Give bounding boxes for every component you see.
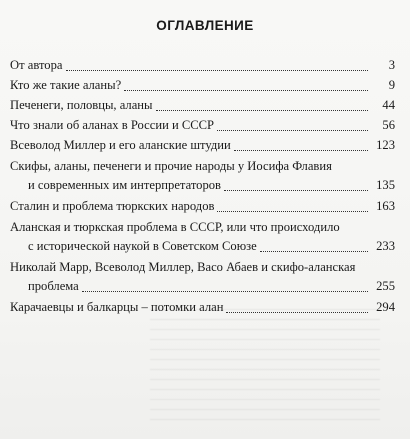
dot-leader: [260, 250, 368, 252]
toc-entry-line: [10, 258, 395, 277]
toc-entry-page: 44: [382, 98, 395, 112]
toc-entry-title-continued: и современных им интерпретаторов: [28, 178, 222, 192]
toc-entry-page: 56: [382, 118, 395, 132]
toc-entry: [10, 56, 395, 75]
toc-entry-title: Кто же такие аланы?: [10, 78, 122, 92]
toc-entry-title-continued: с исторической наукой в Советском Союзе: [28, 239, 257, 253]
dot-leader: [234, 149, 368, 151]
toc-entry: [10, 258, 395, 296]
toc-entry-page: 294: [376, 300, 395, 314]
dot-leader: [224, 189, 368, 191]
toc-entry-title: Николай Марр, Всеволод Миллер, Васо Абаев и скифо-аланская: [10, 260, 356, 274]
toc-entry: [10, 116, 395, 135]
toc-entry-page: 135: [376, 178, 395, 192]
toc-entry-title: Сталин и проблема тюркских народов: [10, 199, 215, 213]
dot-leader: [217, 210, 368, 212]
toc-entry-page: 3: [388, 58, 395, 72]
toc-entry-title: Скифы, аланы, печенеги и прочие народы у Иосифа Флавия: [10, 159, 332, 173]
toc-entry-page: 163: [376, 199, 395, 213]
toc-entry-page: 255: [376, 279, 395, 293]
toc-entry: [10, 96, 395, 115]
dot-leader: [226, 311, 368, 313]
show-through-text: [150, 300, 380, 420]
page-title: ОГЛАВЛЕНИЕ: [156, 18, 254, 33]
toc-entry-title-continued: проблема: [28, 279, 79, 293]
dot-leader: [156, 109, 369, 111]
toc-entry-title: Карачаевцы и балкарцы – потомки алан: [10, 300, 224, 314]
dot-leader: [82, 290, 368, 292]
toc-entry-page: 9: [388, 78, 395, 92]
toc-entry-line: [10, 237, 395, 256]
table-of-contents: [10, 56, 395, 317]
toc-entry-title: Печенеги, половцы, аланы: [10, 98, 153, 112]
dot-leader: [124, 89, 368, 91]
toc-entry: [10, 298, 395, 317]
toc-entry-line: [10, 157, 395, 176]
toc-entry: [10, 76, 395, 95]
dot-leader: [217, 129, 368, 131]
toc-entry-title: Всеволод Миллер и его аланские штудии: [10, 138, 231, 152]
toc-entry-page: 123: [376, 138, 395, 152]
toc-entry-line: [10, 218, 395, 237]
toc-entry: [10, 197, 395, 216]
toc-entry-title: От автора: [10, 58, 63, 72]
toc-entry-title: Что знали об аланах в России и СССР: [10, 118, 215, 132]
toc-entry-line: [10, 277, 395, 296]
toc-entry: [10, 157, 395, 195]
toc-entry: [10, 136, 395, 155]
toc-entry-line: [10, 176, 395, 195]
toc-entry-title: Аланская и тюркская проблема в СССР, или что происходило: [10, 220, 340, 234]
dot-leader: [66, 69, 369, 71]
toc-entry-page: 233: [376, 239, 395, 253]
toc-entry: [10, 218, 395, 256]
